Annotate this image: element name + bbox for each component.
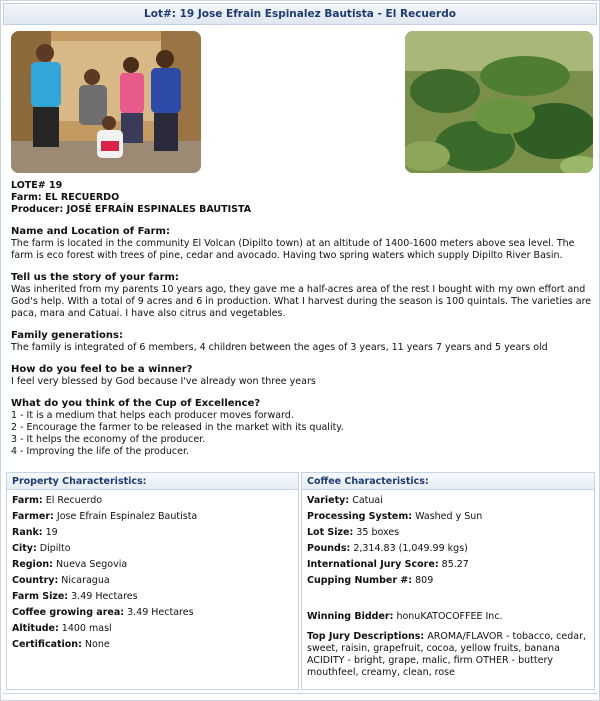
coffee-row: Variety: Catuai bbox=[307, 495, 383, 506]
bottom-divider bbox=[3, 693, 597, 694]
section-body: The farm is located in the community El Volcan (Dipilto town) at an altitude of 1400-1600 meters above sea level. The farm is eco forest with trees of pine, cedar and avocado. Having two spring waters which supply Dipilto River Basin. bbox=[11, 238, 575, 261]
property-panel-title: Property Characteristics: bbox=[7, 473, 298, 490]
section-heading: Family generations: bbox=[11, 330, 123, 341]
coffee-row: Lot Size: 35 boxes bbox=[307, 527, 400, 538]
section-body: I feel very blessed by God because I've already won three years bbox=[11, 376, 316, 387]
coffee-row: Pounds: 2,314.83 (1,049.99 kgs) bbox=[307, 543, 468, 554]
winning-bidder: Winning Bidder: honuKATOCOFFEE Inc. bbox=[307, 611, 503, 622]
section-heading: Name and Location of Farm: bbox=[11, 226, 170, 237]
section-heading: How do you feel to be a winner? bbox=[11, 364, 193, 375]
lote-number: LOTE# 19 bbox=[11, 180, 63, 191]
section-heading: Tell us the story of your farm: bbox=[11, 272, 179, 283]
property-row: Country: Nicaragua bbox=[12, 575, 110, 586]
page-title: Lot#: 19 Jose Efrain Espinalez Bautista - El Recuerdo bbox=[3, 3, 597, 25]
farm-name: Farm: EL RECUERDO bbox=[11, 192, 120, 203]
farm-photo bbox=[405, 31, 593, 173]
cup-item: 4 - Improving the life of the producer. bbox=[11, 446, 190, 457]
cup-item: 3 - It helps the economy of the producer. bbox=[11, 434, 206, 445]
section-body: Was inherited from my parents 10 years ago, they gave me a half-acres area of the rest I bought with my own effort and God's help. With a total of 9 acres and 6 in production. What I harvest during the season is 100 quintals. The varieties are paca, mara and Catuai. I have also citrus and vegetables. bbox=[11, 284, 592, 319]
top-jury-descriptions: Top Jury Descriptions: AROMA/FLAVOR - tobacco, cedar, sweet, raisin, grapefruit, cocoa, yellow fruits, banana ACIDITY - bright, grape, malic, firm OTHER - buttery mouthfeel, creamy, clean, rose bbox=[307, 631, 587, 678]
property-row: Farm: El Recuerdo bbox=[12, 495, 103, 506]
cup-item: 2 - Encourage the farmer to be released in the market with its quality. bbox=[11, 422, 344, 433]
cup-item: 1 - It is a medium that helps each producer moves forward. bbox=[11, 410, 294, 421]
property-row: Coffee growing area: 3.49 Hectares bbox=[12, 607, 194, 618]
property-row: Farmer: Jose Efrain Espinalez Bautista bbox=[12, 511, 198, 522]
coffee-panel-title: Coffee Characteristics: bbox=[302, 473, 594, 490]
cup-heading: What do you think of the Cup of Excellence? bbox=[11, 398, 261, 409]
producer-name: Producer: JOSÉ EFRAÍN ESPINALES BAUTISTA bbox=[11, 204, 252, 215]
property-characteristics-panel bbox=[6, 472, 299, 690]
section-body: The family is integrated of 6 members, 4 children between the ages of 3 years, 11 years 7 years and 5 years old bbox=[11, 342, 548, 353]
property-row: Farm Size: 3.49 Hectares bbox=[12, 591, 138, 602]
coffee-row: International Jury Score: 85.27 bbox=[307, 559, 469, 570]
property-row: Altitude: 1400 masl bbox=[12, 623, 112, 634]
family-photo bbox=[11, 31, 201, 173]
property-row: Region: Nueva Segovia bbox=[12, 559, 128, 570]
property-row: City: Dipilto bbox=[12, 543, 71, 554]
coffee-row: Processing System: Washed y Sun bbox=[307, 511, 483, 522]
property-row: Certification: None bbox=[12, 639, 110, 650]
farm-description bbox=[11, 180, 593, 458]
property-row: Rank: 19 bbox=[12, 527, 58, 538]
coffee-row: Cupping Number #: 809 bbox=[307, 575, 434, 586]
coffee-characteristics-panel bbox=[301, 472, 595, 690]
